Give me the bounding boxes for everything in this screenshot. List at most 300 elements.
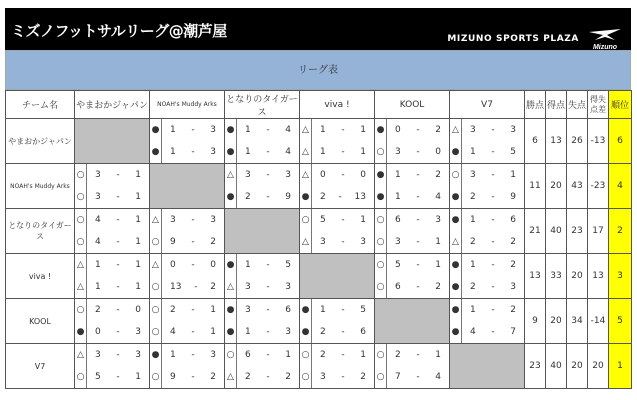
result-symbol: ● <box>225 299 237 322</box>
self-match-cell <box>300 254 375 299</box>
score-dash: - <box>491 305 495 315</box>
match-score <box>462 299 525 322</box>
team-rank: 1 <box>609 344 632 389</box>
score-home: 1 <box>470 305 476 315</box>
team-gd: 20 <box>588 344 609 389</box>
score-values <box>312 170 374 180</box>
score-values <box>162 327 224 337</box>
match-score <box>312 119 375 142</box>
score-away: 7 <box>510 327 516 337</box>
score-dash: - <box>416 147 420 157</box>
score-home: 3 <box>170 215 176 225</box>
header-team: となりのタイガース <box>225 91 300 119</box>
result-symbol: ● <box>225 141 237 164</box>
match-score <box>387 366 450 389</box>
page-title: ミズノフットサルリーグ@潮芦屋 <box>11 22 227 40</box>
team-name: NOAH's Muddy Arks <box>6 164 75 209</box>
score-values <box>462 125 524 135</box>
score-dash: - <box>266 282 270 292</box>
score-home: 4 <box>95 215 101 225</box>
score-values <box>162 350 224 360</box>
brand-name: MIZUNO SPORTS PLAZA <box>447 34 579 44</box>
match-score <box>162 344 225 367</box>
score-away: 5 <box>285 260 291 270</box>
result-symbol: △ <box>450 119 462 142</box>
score-dash: - <box>341 147 345 157</box>
match-score <box>237 344 300 367</box>
score-dash: - <box>491 170 495 180</box>
match-score <box>162 209 225 232</box>
score-dash: - <box>491 215 495 225</box>
score-dash: - <box>266 260 270 270</box>
score-away: 1 <box>360 125 366 135</box>
score-dash: - <box>116 215 120 225</box>
score-home: 2 <box>170 305 176 315</box>
team-ga: 26 <box>567 119 588 164</box>
team-gd: -13 <box>588 119 609 164</box>
self-match-cell <box>150 164 225 209</box>
score-home: 1 <box>320 305 326 315</box>
header-goals-for: 得点 <box>546 91 567 119</box>
team-ga: 20 <box>567 254 588 299</box>
match-score <box>87 344 150 367</box>
score-dash: - <box>416 372 420 382</box>
score-away: 2 <box>210 372 216 382</box>
score-dash: - <box>416 237 420 247</box>
score-dash: - <box>491 282 495 292</box>
score-values <box>237 327 299 337</box>
team-ga: 20 <box>567 344 588 389</box>
match-score <box>462 186 525 209</box>
match-score <box>462 164 525 187</box>
result-symbol: ● <box>150 141 162 164</box>
score-values <box>162 237 224 247</box>
header-team: KOOL <box>375 91 450 119</box>
match-score <box>387 186 450 209</box>
match-score <box>87 276 150 299</box>
score-home: 2 <box>470 282 476 292</box>
score-away: 6 <box>285 305 291 315</box>
result-symbol: ● <box>150 344 162 367</box>
score-dash: - <box>191 237 195 247</box>
self-match-cell <box>375 299 450 344</box>
score-home: 1 <box>470 147 476 157</box>
score-values <box>162 305 224 315</box>
score-away: 4 <box>435 372 441 382</box>
score-away: 1 <box>210 327 216 337</box>
match-score <box>312 299 375 322</box>
score-values <box>312 305 374 315</box>
result-symbol: ● <box>300 299 312 322</box>
result-symbol: △ <box>300 119 312 142</box>
team-points: 13 <box>525 254 546 299</box>
score-values <box>87 237 149 247</box>
mizuno-logo-icon <box>585 28 625 50</box>
header-team: V7 <box>450 91 525 119</box>
team-gf: 40 <box>546 209 567 254</box>
score-away: 2 <box>435 125 441 135</box>
score-away: 3 <box>285 327 291 337</box>
score-away: 2 <box>285 372 291 382</box>
score-home: 1 <box>170 350 176 360</box>
score-away: 1 <box>135 192 141 202</box>
score-away: 1 <box>360 350 366 360</box>
score-values <box>87 372 149 382</box>
header-points: 勝点 <box>525 91 546 119</box>
result-symbol: ● <box>450 254 462 277</box>
match-score <box>237 366 300 389</box>
header-team: NOAH's Muddy Arks <box>150 91 225 119</box>
score-dash: - <box>191 372 195 382</box>
result-symbol: ○ <box>300 366 312 389</box>
header-goals-against: 失点 <box>567 91 588 119</box>
score-home: 1 <box>320 147 326 157</box>
score-dash: - <box>341 327 345 337</box>
team-rank: 5 <box>609 299 632 344</box>
score-values <box>387 192 449 202</box>
score-dash: - <box>116 305 120 315</box>
self-match-cell <box>450 344 525 389</box>
match-score <box>87 164 150 187</box>
match-score <box>237 186 300 209</box>
result-symbol: ● <box>150 119 162 142</box>
score-values <box>387 372 449 382</box>
score-dash: - <box>116 327 120 337</box>
score-dash: - <box>116 260 120 270</box>
match-score <box>462 321 525 344</box>
table-row <box>6 254 632 277</box>
score-away: 13 <box>354 192 366 202</box>
result-symbol: ○ <box>75 231 87 254</box>
match-score <box>237 141 300 164</box>
match-score <box>312 231 375 254</box>
score-home: 13 <box>170 282 182 292</box>
score-values <box>312 350 374 360</box>
score-dash: - <box>491 327 495 337</box>
score-dash: - <box>266 327 270 337</box>
score-away: 3 <box>435 215 441 225</box>
score-home: 4 <box>95 237 101 247</box>
score-home: 3 <box>95 350 101 360</box>
score-home: 6 <box>245 350 251 360</box>
score-values <box>462 192 524 202</box>
match-score <box>462 119 525 142</box>
result-symbol: ○ <box>150 231 162 254</box>
score-away: 1 <box>360 147 366 157</box>
match-score <box>162 254 225 277</box>
result-symbol: ● <box>225 186 237 209</box>
score-dash: - <box>416 282 420 292</box>
score-home: 1 <box>395 192 401 202</box>
team-gf: 40 <box>546 344 567 389</box>
score-values <box>237 192 299 202</box>
score-home: 2 <box>245 192 251 202</box>
match-score <box>237 119 300 142</box>
table-row <box>6 299 632 322</box>
team-name: V7 <box>6 344 75 389</box>
table-row <box>6 164 632 187</box>
team-rank: 6 <box>609 119 632 164</box>
score-values <box>237 350 299 360</box>
header-team: やまおかジャパン <box>75 91 150 119</box>
score-dash: - <box>416 350 420 360</box>
league-table <box>5 90 632 389</box>
result-symbol: ○ <box>375 254 387 277</box>
match-score <box>312 321 375 344</box>
header-team: viva ! <box>300 91 375 119</box>
match-score <box>312 344 375 367</box>
result-symbol: ○ <box>225 344 237 367</box>
score-values <box>87 260 149 270</box>
result-symbol: △ <box>450 231 462 254</box>
score-values <box>87 282 149 292</box>
match-score <box>237 321 300 344</box>
score-away: 3 <box>135 350 141 360</box>
score-dash: - <box>491 192 495 202</box>
score-values <box>462 170 524 180</box>
score-home: 5 <box>320 215 326 225</box>
score-away: 9 <box>285 192 291 202</box>
score-values <box>387 147 449 157</box>
match-score <box>162 119 225 142</box>
score-dash: - <box>266 372 270 382</box>
score-away: 6 <box>510 215 516 225</box>
match-score <box>162 366 225 389</box>
match-score <box>87 186 150 209</box>
score-away: 0 <box>435 147 441 157</box>
score-home: 2 <box>470 237 476 247</box>
match-score <box>387 344 450 367</box>
score-home: 1 <box>245 147 251 157</box>
score-values <box>312 192 374 202</box>
score-dash: - <box>416 215 420 225</box>
score-home: 6 <box>395 215 401 225</box>
score-away: 2 <box>510 237 516 247</box>
score-values <box>87 350 149 360</box>
score-values <box>312 147 374 157</box>
score-dash: - <box>491 237 495 247</box>
score-home: 2 <box>320 192 326 202</box>
team-points: 11 <box>525 164 546 209</box>
team-name: やまおかジャパン <box>6 119 75 164</box>
match-score <box>237 299 300 322</box>
score-away: 1 <box>135 260 141 270</box>
match-score <box>387 231 450 254</box>
match-score <box>462 141 525 164</box>
score-home: 3 <box>95 192 101 202</box>
result-symbol: ● <box>375 164 387 187</box>
table-title: リーグ表 <box>5 50 631 90</box>
score-dash: - <box>266 125 270 135</box>
score-values <box>462 260 524 270</box>
score-dash: - <box>191 327 195 337</box>
svg-text:Mizuno: Mizuno <box>592 44 618 50</box>
result-symbol: ○ <box>150 299 162 322</box>
result-symbol: △ <box>300 141 312 164</box>
result-symbol: △ <box>300 231 312 254</box>
score-values <box>312 327 374 337</box>
score-away: 3 <box>360 237 366 247</box>
team-gf: 33 <box>546 254 567 299</box>
score-values <box>162 372 224 382</box>
match-score <box>162 321 225 344</box>
score-home: 3 <box>245 305 251 315</box>
team-ga: 23 <box>567 209 588 254</box>
table-row <box>6 119 632 142</box>
score-home: 1 <box>170 147 176 157</box>
score-home: 0 <box>170 260 176 270</box>
score-home: 1 <box>470 215 476 225</box>
match-score <box>312 141 375 164</box>
score-values <box>237 372 299 382</box>
result-symbol: ● <box>300 186 312 209</box>
match-score <box>312 209 375 232</box>
score-away: 1 <box>435 260 441 270</box>
table-row <box>6 209 632 232</box>
score-dash: - <box>116 192 120 202</box>
score-home: 2 <box>95 305 101 315</box>
score-away: 3 <box>285 282 291 292</box>
header-banner <box>5 8 631 50</box>
score-home: 9 <box>170 372 176 382</box>
score-away: 1 <box>135 372 141 382</box>
match-score <box>387 276 450 299</box>
match-score <box>162 299 225 322</box>
score-dash: - <box>416 192 420 202</box>
score-values <box>162 147 224 157</box>
result-symbol: ○ <box>300 209 312 232</box>
score-away: 2 <box>210 237 216 247</box>
score-dash: - <box>191 350 195 360</box>
team-gd: -14 <box>588 299 609 344</box>
result-symbol: ○ <box>75 164 87 187</box>
result-symbol: ○ <box>375 344 387 367</box>
result-symbol: ○ <box>150 276 162 299</box>
score-values <box>312 372 374 382</box>
score-away: 5 <box>360 305 366 315</box>
score-values <box>237 125 299 135</box>
score-dash: - <box>266 147 270 157</box>
result-symbol: ○ <box>375 276 387 299</box>
score-values <box>162 125 224 135</box>
result-symbol: ○ <box>375 231 387 254</box>
score-away: 2 <box>360 372 366 382</box>
result-symbol: ○ <box>150 366 162 389</box>
score-values <box>87 327 149 337</box>
score-home: 2 <box>320 350 326 360</box>
score-away: 1 <box>135 215 141 225</box>
score-home: 2 <box>320 327 326 337</box>
score-values <box>462 282 524 292</box>
score-values <box>237 260 299 270</box>
team-gd: 17 <box>588 209 609 254</box>
score-dash: - <box>341 170 345 180</box>
score-home: 1 <box>170 125 176 135</box>
result-symbol: ○ <box>75 186 87 209</box>
score-values <box>312 215 374 225</box>
match-score <box>387 141 450 164</box>
score-values <box>387 237 449 247</box>
result-symbol: △ <box>225 164 237 187</box>
match-score <box>87 254 150 277</box>
result-symbol: ● <box>450 276 462 299</box>
match-score <box>462 231 525 254</box>
score-values <box>237 147 299 157</box>
score-home: 5 <box>95 372 101 382</box>
score-home: 3 <box>95 170 101 180</box>
team-rank: 4 <box>609 164 632 209</box>
team-name: KOOL <box>6 299 75 344</box>
score-values <box>387 350 449 360</box>
score-home: 3 <box>320 237 326 247</box>
match-score <box>87 299 150 322</box>
score-away: 0 <box>210 260 216 270</box>
score-home: 1 <box>395 170 401 180</box>
score-away: 4 <box>285 125 291 135</box>
score-home: 4 <box>470 327 476 337</box>
result-symbol: ● <box>300 321 312 344</box>
score-values <box>237 170 299 180</box>
score-home: 1 <box>245 327 251 337</box>
score-away: 1 <box>135 282 141 292</box>
score-home: 0 <box>320 170 326 180</box>
score-home: 6 <box>395 282 401 292</box>
score-home: 4 <box>170 327 176 337</box>
score-away: 0 <box>135 305 141 315</box>
header-rank: 順位 <box>609 91 632 119</box>
team-rank: 3 <box>609 254 632 299</box>
score-away: 3 <box>510 125 516 135</box>
team-gf: 20 <box>546 299 567 344</box>
match-score <box>162 141 225 164</box>
team-points: 9 <box>525 299 546 344</box>
score-away: 3 <box>285 170 291 180</box>
match-score <box>237 276 300 299</box>
team-name: となりのタイガース <box>6 209 75 254</box>
score-values <box>87 305 149 315</box>
result-symbol: ○ <box>375 366 387 389</box>
score-home: 1 <box>470 260 476 270</box>
score-home: 9 <box>170 237 176 247</box>
self-match-cell <box>75 119 150 164</box>
score-away: 4 <box>435 192 441 202</box>
score-away: 1 <box>135 237 141 247</box>
score-dash: - <box>266 192 270 202</box>
score-dash: - <box>116 372 120 382</box>
result-symbol: ○ <box>150 321 162 344</box>
score-away: 3 <box>210 147 216 157</box>
score-dash: - <box>116 350 120 360</box>
score-values <box>162 282 224 292</box>
score-away: 1 <box>285 350 291 360</box>
score-home: 3 <box>320 372 326 382</box>
score-away: 1 <box>360 215 366 225</box>
result-symbol: △ <box>225 366 237 389</box>
match-score <box>312 164 375 187</box>
score-values <box>237 282 299 292</box>
score-values <box>162 215 224 225</box>
score-home: 5 <box>395 260 401 270</box>
score-values <box>312 125 374 135</box>
score-home: 1 <box>95 260 101 270</box>
score-home: 3 <box>395 237 401 247</box>
result-symbol: ● <box>450 186 462 209</box>
result-symbol: △ <box>300 164 312 187</box>
score-dash: - <box>416 170 420 180</box>
score-dash: - <box>341 350 345 360</box>
result-symbol: △ <box>150 209 162 232</box>
score-dash: - <box>341 237 345 247</box>
